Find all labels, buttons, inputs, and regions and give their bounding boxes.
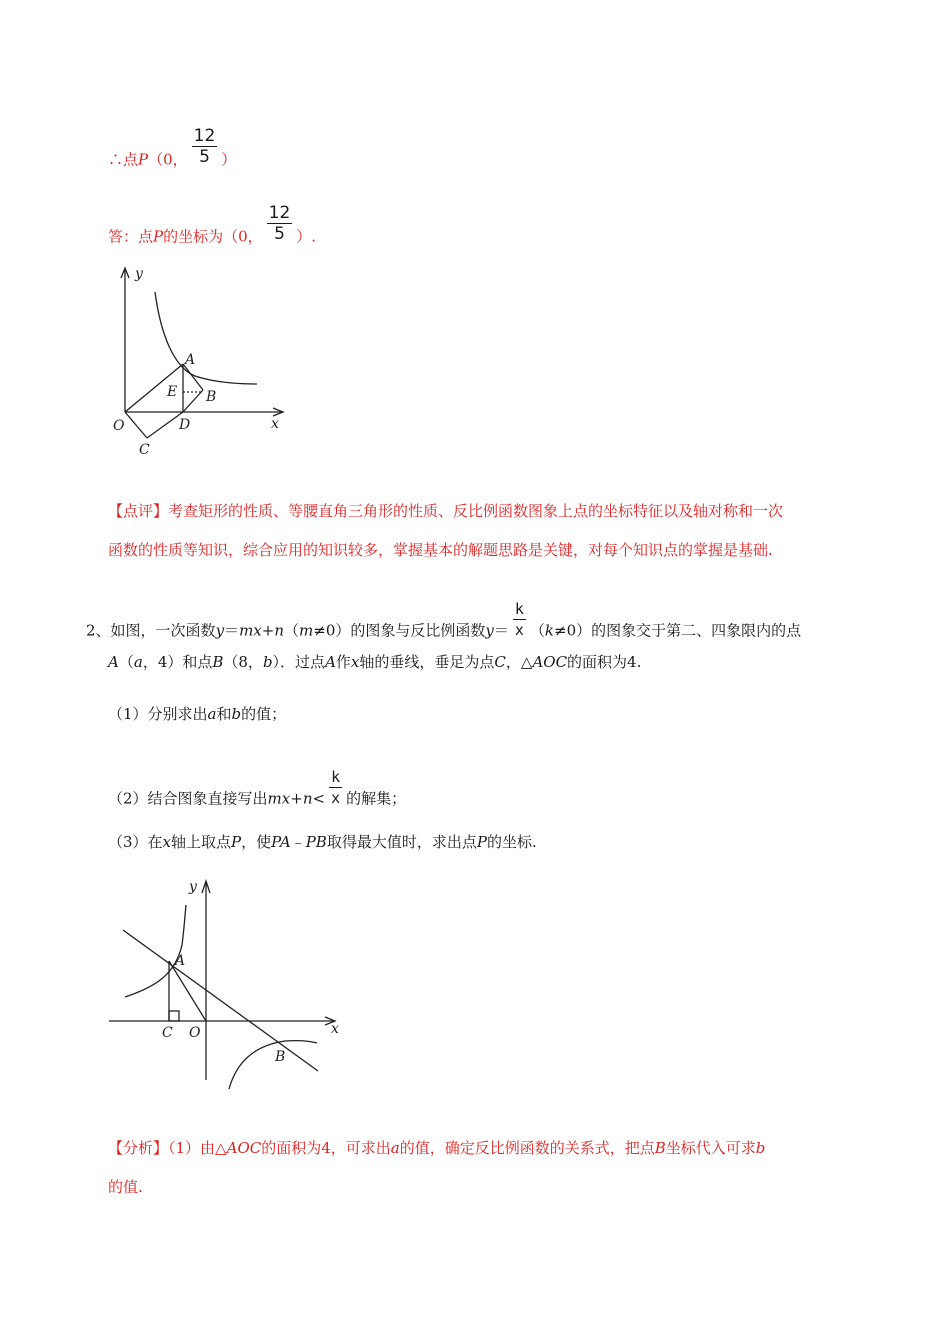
fraction-k-x — [513, 599, 526, 640]
answer-line — [108, 203, 317, 258]
text: 轴的垂线，垂足为点 — [359, 653, 495, 671]
var-c-point: C — [494, 653, 506, 671]
text: ≠0）的图象与反比例函数 — [313, 621, 486, 640]
label-b: B — [275, 1049, 286, 1065]
figure-1-rectangle-hyperbola — [105, 262, 295, 462]
text: （ — [529, 621, 545, 640]
text: 取得最大值时，求出点 — [326, 833, 477, 851]
text: （8， — [223, 653, 263, 671]
var-pa: PA — [271, 833, 291, 851]
text: + — [261, 621, 275, 640]
label-a: A — [185, 352, 196, 368]
fraction-12-5 — [267, 203, 293, 244]
label-d: D — [179, 417, 191, 433]
fraction-numerator: k — [514, 600, 524, 618]
text: （0， — [148, 150, 188, 169]
var-k: k — [544, 621, 555, 640]
label-y: y — [189, 879, 197, 895]
text: ＝ — [224, 621, 240, 640]
analysis-tag: 【分析】 — [108, 1139, 169, 1157]
var-mx: mx — [267, 789, 291, 808]
fraction-numerator: 12 — [193, 126, 216, 146]
var-mx: mx — [239, 621, 262, 640]
comment-line-1 — [108, 501, 783, 521]
solution-line-point-p — [108, 126, 237, 181]
text: 答：点 — [108, 227, 154, 246]
text: ）. — [296, 227, 317, 246]
var-aoc: AOC — [532, 653, 568, 671]
fraction-denominator: 5 — [199, 147, 210, 167]
question-part-1 — [108, 704, 286, 724]
label-y: y — [135, 266, 143, 282]
var-b: b — [231, 705, 242, 723]
var-y: y — [215, 621, 225, 640]
text: （3）在 — [108, 833, 163, 851]
text: 的面积为4，可求出 — [261, 1139, 391, 1157]
comment-tag: 【点评】 — [108, 502, 169, 520]
var-b-point: B — [654, 1139, 666, 1157]
text: （2）结合图象直接写出 — [108, 789, 268, 808]
label-o: O — [189, 1025, 201, 1041]
var-n: n — [274, 621, 284, 640]
text: 的坐标为（0， — [163, 227, 263, 246]
var-n: n — [302, 789, 313, 808]
text: ，△ — [505, 653, 533, 671]
var-x: x — [162, 833, 172, 851]
comment-line-2 — [108, 540, 773, 560]
var-a: a — [207, 705, 217, 723]
comment-text: 函数的性质等知识，综合应用的知识较多，掌握基本的解题思路是关键，对每个知识点的掌握是基础. — [108, 541, 773, 559]
fraction-denominator: x — [514, 621, 524, 639]
analysis-line-1 — [108, 1138, 765, 1158]
fraction-12-5 — [192, 126, 218, 167]
segment-oc — [125, 412, 147, 438]
text: 的面积为4. — [567, 653, 642, 671]
var-x: x — [350, 653, 360, 671]
text: ，使 — [241, 833, 272, 851]
text: 坐标代入可求 — [665, 1139, 756, 1157]
question-number: 2、 — [86, 621, 111, 640]
text: （1）由△ — [168, 1139, 227, 1157]
text: （ — [118, 653, 134, 671]
fraction-k-x — [329, 767, 342, 808]
text: ≠0）的图象交于第二、四象限内的点 — [554, 621, 802, 640]
hyperbola-branch-lower-right — [229, 1041, 317, 1089]
text: 和 — [216, 705, 232, 723]
text: + — [290, 789, 303, 808]
text: ）．过点 — [272, 653, 326, 671]
label-x: x — [331, 1021, 339, 1037]
label-c: C — [162, 1025, 173, 1041]
label-x: x — [271, 416, 279, 432]
question-part-2 — [108, 768, 407, 820]
fraction-numerator: k — [331, 768, 341, 786]
comment-text: 考查矩形的性质、等腰直角三角形的性质、反比例函数图象上点的坐标特征以及轴对称和一次 — [168, 502, 784, 520]
question-2-line-2 — [108, 652, 641, 672]
var-a-point: A — [108, 653, 119, 671]
text: ∴点 — [108, 150, 139, 169]
fraction-denominator: 5 — [274, 224, 285, 244]
text: 的解集； — [346, 789, 407, 808]
segment-db — [183, 390, 203, 412]
text: 的值，确定反比例函数的关系式，把点 — [399, 1139, 655, 1157]
figure-2-line-hyperbola — [105, 875, 350, 1090]
var-aoc: AOC — [226, 1139, 262, 1157]
text: < — [312, 789, 326, 808]
text: ﹣ — [290, 833, 306, 851]
text: ） — [221, 150, 237, 169]
text: 的坐标. — [486, 833, 537, 851]
var-a: a — [133, 653, 143, 671]
var-p: P — [476, 833, 487, 851]
line-ab — [123, 930, 318, 1071]
fraction-denominator: x — [331, 789, 341, 807]
segment-ao — [169, 961, 206, 1021]
question-part-3 — [108, 832, 537, 852]
text: （1）分别求出 — [108, 705, 208, 723]
text: ，4）和点 — [142, 653, 213, 671]
var-p: P — [231, 833, 242, 851]
label-b: B — [206, 389, 217, 405]
text: 的值； — [241, 705, 287, 723]
text: ＝ — [493, 621, 509, 640]
var-b-point: B — [212, 653, 224, 671]
text: 如图，一次函数 — [110, 621, 216, 640]
label-e: E — [167, 384, 178, 400]
label-c: C — [139, 442, 150, 458]
var-pb: PB — [305, 833, 327, 851]
fraction-numerator: 12 — [268, 203, 291, 223]
text: 的值. — [108, 1178, 143, 1196]
text: 作 — [335, 653, 351, 671]
segment-cd — [147, 412, 183, 438]
var-b: b — [755, 1139, 766, 1157]
hyperbola-curve — [155, 292, 257, 384]
label-a: A — [175, 953, 186, 969]
var-a: a — [390, 1139, 400, 1157]
var-m: m — [299, 621, 314, 640]
hyperbola-branch-upper-left — [125, 905, 186, 997]
question-2-line-1 — [86, 600, 802, 652]
var-p: P — [153, 227, 164, 246]
text: 轴上取点 — [171, 833, 232, 851]
text: （ — [284, 621, 300, 640]
label-o: O — [113, 418, 125, 434]
analysis-line-2 — [108, 1177, 143, 1197]
var-b: b — [262, 653, 273, 671]
var-p: P — [138, 150, 149, 169]
right-angle-mark — [169, 1011, 179, 1021]
var-y: y — [485, 621, 494, 640]
var-a-point: A — [325, 653, 336, 671]
